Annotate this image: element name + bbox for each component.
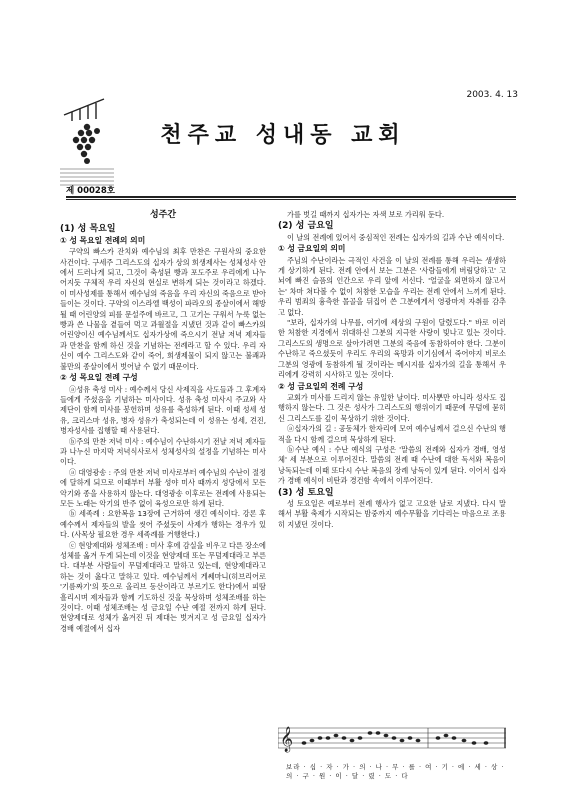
right-column-body xyxy=(278,210,506,530)
paragraph: ⓐ십자가의 길 : 공동체가 한자리에 모여 예수님께서 걸으신 수난의 행적을 다시 함께 걸으며 묵상하게 된다. xyxy=(278,424,506,444)
paragraph: ⓑ주의 만찬 저녁 미사 : 예수님이 수난하시기 전날 저녁 제자들과 나누신 마지막 저녁식사로서 성체성사의 설정을 기념하는 미사이다. xyxy=(60,436,266,467)
column-title: 성주간 xyxy=(149,210,177,220)
subsection-heading: ② 성 금요일의 전례 구성 xyxy=(278,381,364,391)
header-rule xyxy=(66,196,516,198)
music-lyrics: 보라 · 십 · 자 · 가 · 의 · 나 · 무 · 를 · 여 · 기 · 에 · 세 · 상 · 의 · 구 · 원 · 이 · 달 · 렸 · 도 · 다 xyxy=(286,763,505,780)
subsection-heading: ① 성 금요일의 의미 xyxy=(278,244,346,254)
section-heading: (2) 성 금요일 xyxy=(278,221,334,232)
paragraph: 구약의 빠스카 잔치와 예수님의 최후 만찬은 구원사의 중요한 사건이다. 구세주 그리스도의 십자가 상의 희생제사는 성체성사 안에서 드러나게 되고, 그것이 축성된 빵과 포도주로 우리에게 나누어지듯 구체적 우리 자신의 현실로 변하게 되는 것이라고 하겠다. 이 미사성제를 통해서 예수님의 죽음을 우리 자신의 죽음으로 받아들이는 것이다. 구약의 이스라엘 백성이 파라오의 종살이에서 해방될 때 어린양의 피를 문설주에 바르고, 그 고기는 구워서 누룩 없는 빵과 쓴 나물을 곁들여 먹고 과월절을 지냈던 것과 같이 빠스카의 어린양이신 예수님께서도 십자가상에 죽으시기 전날 저녁 제자들과 만찬을 함께 하신 것을 기념하는 전례라고 할 수 있다. 우리 자신이 예수 그리스도와 같이 죽어, 희생제물이 되지 않고는 불쾌과 불만의 종살이에서 벗어날 수 없기 때문이다. xyxy=(60,247,266,371)
section-heading: (1) 성 목요일 xyxy=(60,224,116,235)
left-column xyxy=(60,210,266,634)
issue-number: 제 00028호 xyxy=(66,186,115,196)
subsection-heading: ② 성 목요일 전례 구성 xyxy=(60,373,138,383)
paragraph: ⓑ 세족례 : 요한복음 13장에 근거하여 생긴 예식이다. 강론 후 예수께서 제자들의 발을 씻어 주셨듯이 사제가 행하는 경우가 있다. (사목상 필요한 경우 세족례를 거행한다.) xyxy=(60,509,266,540)
svg-text:𝄞: 𝄞 xyxy=(280,727,294,752)
right-column xyxy=(278,210,506,530)
paragraph: 교회가 미사를 드리지 않는 유일한 날이다. 미사뿐만 아니라 성사도 집행하지 않는다. 그 것은 성사가 그리스도의 행위이기 때문에 무덤에 묻히신 그리스도를 깊이 묵상하기 위한 것이다. xyxy=(278,392,506,423)
paragraph: 이 날의 전례에 있어서 중심적인 전례는 십자가의 길과 수난 예식이다. xyxy=(287,232,505,242)
left-column-body xyxy=(60,224,266,634)
paragraph: 가를 벗길 때까지 십자가는 자색 보로 가리워 둔다. xyxy=(287,210,445,219)
parish-title: 천주교 성내동 교회 xyxy=(160,122,406,148)
paragraph: 주님의 수난이라는 극적인 사건을 이 날의 전례를 통해 우리는 생생하게 상기하게 된다. 전례 안에서 보는 그분은 '사람들에게 버림당하고' 고뇌에 빠진 슬픔의 인간으로 우리 앞에 서신다. '얼굴을 외면하지 않고서는' 차마 쳐다볼 수 없이 처참한 모습을 우리는 전례 안에서 느끼게 된다. 우리 범죄의 흉측한 몰골을 뒤집어 쓴 그분에게서 영광마저 자취를 감추고 없다. xyxy=(278,255,506,317)
paragraph: ⓑ수난 예식 : 수난 예식의 구성은 '말씀의 전례와 십자가 경배, 영성체' 세 부분으로 이루어진다. 말씀의 전례 때 수난에 대한 독서와 복음이 낭독되는데 이때 또다시 수난 복음의 장례 낭독이 있게 된다. 이어서 십자가 경배 예식이 비탄과 경건함 속에서 이루어진다. xyxy=(278,444,506,486)
header-rule-thin xyxy=(66,199,516,200)
issue-date: 2003. 4. 13 xyxy=(466,90,518,100)
music-staff xyxy=(278,716,506,766)
paragraph: ⓒ 현양제대와 성체조배 : 미사 후에 감실을 비우고 다른 장소에 성체를 옮겨 두게 되는데 이것을 현양제대 또는 무덤제대라고 부른다. 대부분 사람들이 무덤제대라고 말하고 있는데, 현양제대라고 하는 것이 옳다고 말하고 있다. 예수님께서 게쎄마니(히브리어로 '기름짜기'의 뜻으로 올리브 동산이라고 부르기도 한다)에서 피땀 흘리시며 제자들과 함께 기도하신 것을 묵상하며 성체조배를 하는 것이다. 이때 성체조배는 성 금요일 수난 예절 전까지 하게 된다. 현양제대로 성체가 옮겨진 뒤 제대는 벗겨지고 성 금요일 십자가 경배 예절에서 십자 xyxy=(60,540,266,633)
paragraph: 성 토요일은 예로부터 전례 행사가 없고 고요한 날로 지냈다. 다시 말해서 부활 축제가 시작되는 밤중까지 예수무활을 기다리는 마음으로 조용히 지냈던 것이다. xyxy=(278,498,506,529)
subsection-heading: ① 성 목요일 전례의 의미 xyxy=(60,235,146,245)
section-heading: (3) 성 토요일 xyxy=(278,487,334,498)
paragraph: ⓐ성유 축성 미사 : 예수께서 당신 사제직을 사도들과 그 후계자들에게 주셨음을 기념하는 미사이다. 성유 축성 미사시 주교와 사제단이 함께 미사를 봉헌하며 성유를 축성하게 된다. 이때 성세 성유, 크리스마 성유, 병자 성유가 축성되는데 이 성유는 성세, 견진, 병자성사를 집행할 때 사용된다. xyxy=(60,384,266,436)
paragraph: ⓐ 대영광송 : 주의 만찬 저녁 미사로부터 예수님의 수난이 절정에 달하게 되므로 이때부터 부활 성야 미사 때까지 성당에서 모든 악기와 종을 사용하지 않는다. 대영광송 이후로는 전례에 사용되는 모든 노래는 악기의 반주 없이 육성으로만 하게 된다. xyxy=(60,467,266,508)
paragraph: "보라, 십자가의 나무를, 여기에 세상의 구원이 달렸도다." 바로 이러한 처참한 지경에서 위대하신 그분의 지극한 사랑이 빛나고 있는 것이다. 그리스도의 생명으로 살아가려면 그분의 죽음에 동참하여야 한다. 그분이 수난하고 죽으셨듯이 우리도 우리의 육망과 이기심에서 죽어야지 비로소 그분의 영광에 동참하게 될 것이라는 메시지를 십자가의 길을 통해서 우리에게 강력히 시사하고 있는 것이다. xyxy=(278,318,506,380)
